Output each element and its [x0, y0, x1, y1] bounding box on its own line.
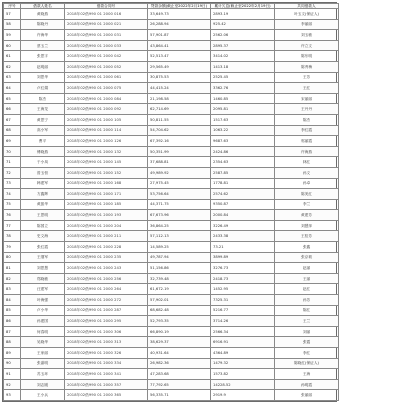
co-borrower-cell: 陈美红: [275, 189, 339, 200]
table-row: [4, 284, 339, 295]
table-row: [4, 326, 339, 337]
loan-balance-cell: 14,589.25: [148, 242, 211, 253]
borrower-name-cell: 刘思华: [21, 72, 65, 83]
loan-balance-cell: 33,649.73: [148, 9, 211, 20]
loan-table-sheet: [2, 2, 337, 402]
co-borrower-cell: 黄建芳: [275, 210, 339, 221]
accrued-interest-cell: 2566.34: [211, 326, 275, 337]
loan-balance-cell: 29,565.49: [148, 61, 211, 72]
accrued-interest-cell: 3414.02: [211, 51, 275, 62]
loan-balance-cell: 67,392.16: [148, 136, 211, 147]
co-borrower-cell: 陈红: [275, 305, 339, 316]
table-row: [4, 178, 339, 189]
row-index-cell: 66: [4, 104, 21, 115]
contract-number-cell: 2018年02借990 01 2000 084: [65, 93, 148, 104]
contract-number-cell: 2018年02借990 01 2000 033: [65, 40, 148, 51]
co-borrower-cell: 王兰: [275, 316, 339, 327]
loan-balance-cell: 50,811.55: [148, 114, 211, 125]
co-borrower-cell: 林红: [275, 157, 339, 168]
contract-number-cell: 2018年02借990 01 2000 126: [65, 136, 148, 147]
borrower-name-cell: 刘志刚: [21, 379, 65, 390]
borrower-name-cell: 许海华: [21, 30, 65, 41]
table-row: [4, 199, 339, 210]
borrower-name-cell: 史文海: [21, 231, 65, 242]
contract-number-cell: 2018年02借990 01 2000 061: [65, 72, 148, 83]
header-co-borrower: 共同借款人: [275, 4, 339, 9]
borrower-name-cell: 苏玉环: [21, 369, 65, 380]
contract-number-cell: 2018年02借990 01 2000 171: [65, 189, 148, 200]
co-borrower-cell: 赵丽: [275, 263, 339, 274]
table-row: [4, 104, 339, 115]
row-index-cell: 87: [4, 326, 21, 337]
row-index-cell: 60: [4, 40, 21, 51]
contract-number-cell: 2018年02借990 01 2000 256: [65, 273, 148, 284]
co-borrower-cell: 王丹丹: [275, 104, 339, 115]
row-index-cell: 61: [4, 51, 21, 62]
row-index-cell: 64: [4, 83, 21, 94]
borrower-name-cell: 汪建军: [21, 284, 65, 295]
contract-number-cell: 2018年02借990 01 2000 042: [65, 51, 148, 62]
co-borrower-cell: 陈东明: [275, 51, 339, 62]
accrued-interest-cell: 2424.86: [211, 146, 275, 157]
row-index-cell: 68: [4, 125, 21, 136]
borrower-name-cell: 郑晓敏: [21, 273, 65, 284]
contract-number-cell: 2018年02借990 01 2000 341: [65, 369, 148, 380]
borrower-name-cell: 吴晓华: [21, 337, 65, 348]
co-borrower-cell: 张霞: [275, 337, 339, 348]
co-borrower-cell: 李红霞: [275, 125, 339, 136]
co-borrower-cell: 李兰: [275, 199, 339, 210]
header-contract-number: 借款合同号: [65, 4, 148, 9]
table-row: [4, 263, 339, 274]
accrued-interest-cell: 1413.18: [211, 61, 275, 72]
row-index-cell: 86: [4, 316, 21, 327]
row-index-cell: 90: [4, 358, 21, 369]
loan-balance-cell: 40,931.64: [148, 348, 211, 359]
contract-number-cell: 2018年02借990 01 2000 313: [65, 337, 148, 348]
loan-balance-cell: 62,714.69: [148, 104, 211, 115]
borrower-name-cell: 高小军: [21, 125, 65, 136]
table-row: [4, 30, 339, 41]
loan-balance-cell: 26,982.36: [148, 358, 211, 369]
contract-number-cell: 2018年02借990 01 2000 264: [65, 284, 148, 295]
accrued-interest-cell: 2587.85: [211, 167, 275, 178]
loan-balance-cell: 53,756.64: [148, 189, 211, 200]
table-row: [4, 305, 339, 316]
loan-balance-cell: 38,629.37: [148, 337, 211, 348]
loan-balance-cell: 21,198.58: [148, 93, 211, 104]
loan-balance-cell: 30,875.53: [148, 72, 211, 83]
loan-balance-cell: 44,415.24: [148, 83, 211, 94]
contract-number-cell: 2018年02借990 01 2000 306: [65, 326, 148, 337]
co-borrower-cell: 许立文: [275, 40, 339, 51]
borrower-name-cell: 刘思慧: [21, 263, 65, 274]
accrued-interest-cell: 2354.63: [211, 157, 275, 168]
accrued-interest-cell: 2919.9: [211, 390, 275, 401]
contract-number-cell: 2018年02借990 01 2000 287: [65, 305, 148, 316]
loan-balance-cell: 50,351.99: [148, 146, 211, 157]
loan-balance-cell: 66,890.19: [148, 326, 211, 337]
accrued-interest-cell: 925.42: [211, 19, 275, 30]
borrower-name-cell: 何春明: [21, 326, 65, 337]
table-row: [4, 273, 339, 284]
table-row: [4, 93, 339, 104]
row-index-cell: 85: [4, 305, 21, 316]
accrued-interest-cell: 3226.49: [211, 220, 275, 231]
contract-number-cell: 2018年02借990 01 2000 334: [65, 358, 148, 369]
row-index-cell: 65: [4, 93, 21, 104]
row-index-cell: 82: [4, 273, 21, 284]
co-borrower-cell: 刘玉敏: [275, 30, 339, 41]
table-row: [4, 146, 339, 157]
accrued-interest-cell: 2525.45: [211, 72, 275, 83]
accrued-interest-cell: 2893.19: [211, 9, 275, 20]
contract-number-cell: 2018年02借990 01 2000 152: [65, 167, 148, 178]
co-borrower-cell: 王芳: [275, 72, 339, 83]
table-row: [4, 9, 339, 20]
borrower-name-cell: 张红霞: [21, 242, 65, 253]
contract-number-cell: 2018年02借990 01 2000 228: [65, 242, 148, 253]
row-index-cell: 81: [4, 263, 21, 274]
co-borrower-cell: 张鑫: [275, 242, 339, 253]
table-row: [4, 379, 339, 390]
borrower-name-cell: 曹平: [21, 136, 65, 147]
accrued-interest-cell: 3899.89: [211, 252, 275, 263]
co-borrower-cell: 张京莉: [275, 252, 339, 263]
accrued-interest-cell: 2000.84: [211, 210, 275, 221]
table-row: [4, 348, 339, 359]
co-borrower-cell: 李红: [275, 348, 339, 359]
borrower-name-cell: 赵明丽: [21, 61, 65, 72]
contract-number-cell: 2018年02借990 01 2000 031: [65, 30, 148, 41]
co-borrower-cell: 叶玉文(保证人): [275, 9, 339, 20]
row-index-cell: 72: [4, 167, 21, 178]
row-index-cell: 78: [4, 231, 21, 242]
co-borrower-cell: 郭丽霞: [275, 136, 339, 147]
table-body: [4, 9, 339, 401]
borrower-name-cell: 叶海强: [21, 295, 65, 306]
accrued-interest-cell: 6916.91: [211, 337, 275, 348]
row-index-cell: 59: [4, 30, 21, 41]
table-row: [4, 136, 339, 147]
loan-balance-cell: 61,672.19: [148, 284, 211, 295]
row-index-cell: 84: [4, 295, 21, 306]
borrower-name-cell: 黄思宁: [21, 114, 65, 125]
accrued-interest-cell: 2895.37: [211, 40, 275, 51]
borrower-name-cell: 韩建军: [21, 178, 65, 189]
co-borrower-cell: 陈秀梅: [275, 61, 339, 72]
loan-balance-cell: 49,989.92: [148, 167, 211, 178]
contract-number-cell: 2018年02借990 01 2000 185: [65, 199, 148, 210]
row-index-cell: 57: [4, 9, 21, 20]
borrower-name-cell: 陈杰: [21, 93, 65, 104]
loan-balance-cell: 43,864.41: [148, 40, 211, 51]
row-index-cell: 63: [4, 72, 21, 83]
co-borrower-cell: 宋丽丽: [275, 93, 339, 104]
contract-number-cell: 2018年02借990 01 2000 021: [65, 19, 148, 30]
loan-balance-cell: 56,335.71: [148, 390, 211, 401]
co-borrower-cell: 陈杰: [275, 114, 339, 125]
accrued-interest-cell: 2095.81: [211, 104, 275, 115]
loan-balance-cell: 67,673.96: [148, 210, 211, 221]
table-row: [4, 157, 339, 168]
borrower-name-cell: 方鑫辉: [21, 189, 65, 200]
accrued-interest-cell: 1063.22: [211, 125, 275, 136]
accrued-interest-cell: 3714.26: [211, 316, 275, 327]
borrower-name-cell: 于小凤: [21, 157, 65, 168]
accrued-interest-cell: 2433.38: [211, 231, 275, 242]
row-index-cell: 80: [4, 252, 21, 263]
accrued-interest-cell: 2562.06: [211, 30, 275, 41]
contract-number-cell: 2018年02借990 01 2000 092: [65, 104, 148, 115]
loan-balance-cell: 36,864.25: [148, 220, 211, 231]
table-row: [4, 189, 339, 200]
borrower-name-cell: 陈晓丹: [21, 19, 65, 30]
row-index-cell: 92: [4, 379, 21, 390]
row-index-cell: 89: [4, 348, 21, 359]
table-row: [4, 51, 339, 62]
contract-number-cell: 2018年02借990 01 2000 114: [65, 125, 148, 136]
loan-balance-cell: 49,787.94: [148, 252, 211, 263]
borrower-name-cell: 王海龙: [21, 104, 65, 115]
co-borrower-cell: 王丽: [275, 273, 339, 284]
borrower-name-cell: 张嘉明: [21, 358, 65, 369]
borrower-name-cell: 王继军: [21, 252, 65, 263]
table-row: [4, 369, 339, 380]
row-index-cell: 77: [4, 220, 21, 231]
table-row: [4, 61, 339, 72]
borrower-name-cell: 张思宇: [21, 51, 65, 62]
contract-number-cell: 2018年02借990 01 2000 052: [65, 61, 148, 72]
co-borrower-cell: 孙文: [275, 167, 339, 178]
borrower-name-cell: 蔡玉兰: [21, 40, 65, 51]
contract-number-cell: 2018年02借990 01 2000 365: [65, 390, 148, 401]
loan-balance-cell: 32,739.48: [148, 273, 211, 284]
co-borrower-cell: 王红: [275, 83, 339, 94]
table-row: [4, 358, 339, 369]
row-index-cell: 67: [4, 114, 21, 125]
table-row: [4, 210, 339, 221]
table-row: [4, 83, 339, 94]
loan-balance-cell: 57,112.13: [148, 231, 211, 242]
co-borrower-cell: 李丽丽: [275, 19, 339, 30]
borrower-name-cell: 王家丽: [21, 348, 65, 359]
co-borrower-cell: 陈晓红(保证人): [275, 358, 339, 369]
table-row: [4, 316, 339, 327]
header-accrued-interest: 累计欠息(截止至2022年2月19日): [211, 4, 275, 9]
loan-balance-cell: 54,704.62: [148, 125, 211, 136]
borrower-name-cell: 孙建国: [21, 316, 65, 327]
table-row: [4, 231, 339, 242]
loan-table: [3, 3, 339, 401]
accrued-interest-cell: 4364.89: [211, 348, 275, 359]
row-index-cell: 83: [4, 284, 21, 295]
co-borrower-cell: 孙明霞: [275, 379, 339, 390]
accrued-interest-cell: 3362.76: [211, 83, 275, 94]
co-borrower-cell: 赵红: [275, 284, 339, 295]
table-row: [4, 167, 339, 178]
borrower-name-cell: 曾玉恒: [21, 167, 65, 178]
contract-number-cell: 2018年02借990 01 2000 016: [65, 9, 148, 20]
loan-balance-cell: 68,682.48: [148, 305, 211, 316]
row-index-cell: 71: [4, 157, 21, 168]
table-row: [4, 114, 339, 125]
row-index-cell: 79: [4, 242, 21, 253]
row-index-cell: 74: [4, 189, 21, 200]
contract-number-cell: 2018年02借990 01 2000 204: [65, 220, 148, 231]
loan-balance-cell: 26,288.94: [148, 19, 211, 30]
loan-balance-cell: 57,902.01: [148, 295, 211, 306]
accrued-interest-cell: 1517.63: [211, 114, 275, 125]
contract-number-cell: 2018年02借990 01 2000 211: [65, 231, 148, 242]
table-row: [4, 125, 339, 136]
co-borrower-cell: 孙芳: [275, 295, 339, 306]
accrued-interest-cell: 3276.73: [211, 263, 275, 274]
borrower-name-cell: 黄振华: [21, 199, 65, 210]
table-row: [4, 72, 339, 83]
contract-number-cell: 2018年02借990 01 2000 243: [65, 263, 148, 274]
loan-balance-cell: 37,688.81: [148, 157, 211, 168]
loan-balance-cell: 52,513.47: [148, 51, 211, 62]
co-borrower-cell: 刘慧萍: [275, 220, 339, 231]
loan-balance-cell: 51,156.86: [148, 263, 211, 274]
header-loan-balance: 贷款余额(截止至2022年2月19日): [148, 4, 211, 9]
contract-number-cell: 2018年02借990 01 2000 168: [65, 178, 148, 189]
row-index-cell: 91: [4, 369, 21, 380]
contract-number-cell: 2018年02借990 01 2000 357: [65, 379, 148, 390]
table-row: [4, 242, 339, 253]
borrower-name-cell: 黄晓燕: [21, 9, 65, 20]
borrower-name-cell: 陈国立: [21, 220, 65, 231]
loan-balance-cell: 27,975.45: [148, 178, 211, 189]
table-row: [4, 40, 339, 51]
accrued-interest-cell: 1460.85: [211, 93, 275, 104]
contract-number-cell: 2018年02借990 01 2000 145: [65, 157, 148, 168]
contract-number-cell: 2018年02借990 01 2000 235: [65, 252, 148, 263]
loan-balance-cell: 57,901.87: [148, 30, 211, 41]
contract-number-cell: 2018年02借990 01 2000 193: [65, 210, 148, 221]
header-borrower-name: 借款人姓名: [21, 4, 65, 9]
row-index-cell: 76: [4, 210, 21, 221]
table-row: [4, 19, 339, 30]
loan-balance-cell: 77,792.65: [148, 379, 211, 390]
accrued-interest-cell: 1452.95: [211, 284, 275, 295]
table-row: [4, 295, 339, 306]
contract-number-cell: 2018年02借990 01 2000 105: [65, 114, 148, 125]
row-index-cell: 70: [4, 146, 21, 157]
loan-balance-cell: 52,793.35: [148, 316, 211, 327]
borrower-name-cell: 卢小华: [21, 305, 65, 316]
borrower-name-cell: 王小兵: [21, 390, 65, 401]
borrower-name-cell: 傅晓燕: [21, 146, 65, 157]
row-index-cell: 69: [4, 136, 21, 147]
row-index-cell: 73: [4, 178, 21, 189]
row-index-cell: 62: [4, 61, 21, 72]
contract-number-cell: 2018年02借990 01 2000 295: [65, 316, 148, 327]
co-borrower-cell: 张丽丽: [275, 390, 339, 401]
co-borrower-cell: 刘丽: [275, 326, 339, 337]
accrued-interest-cell: 5216.77: [211, 305, 275, 316]
accrued-interest-cell: 7325.31: [211, 295, 275, 306]
accrued-interest-cell: 1479.32: [211, 358, 275, 369]
borrower-name-cell: 王思明: [21, 210, 65, 221]
contract-number-cell: 2018年02借990 01 2000 272: [65, 295, 148, 306]
accrued-interest-cell: 2574.62: [211, 189, 275, 200]
co-borrower-cell: 许海燕: [275, 146, 339, 157]
row-index-cell: 88: [4, 337, 21, 348]
row-index-cell: 93: [4, 390, 21, 401]
table-row: [4, 390, 339, 401]
co-borrower-cell: 孙卓: [275, 178, 339, 189]
accrued-interest-cell: 2418.73: [211, 273, 275, 284]
table-row: [4, 252, 339, 263]
row-index-cell: 75: [4, 199, 21, 210]
loan-balance-cell: 44,371.75: [148, 199, 211, 210]
borrower-name-cell: 卢红娟: [21, 83, 65, 94]
contract-number-cell: 2018年02借990 01 2000 075: [65, 83, 148, 94]
co-borrower-cell: 王海: [275, 369, 339, 380]
table-row: [4, 337, 339, 348]
accrued-interest-cell: 9350.87: [211, 199, 275, 210]
accrued-interest-cell: 9687.63: [211, 136, 275, 147]
co-borrower-cell: 王桂芳: [275, 231, 339, 242]
accrued-interest-cell: 1778.81: [211, 178, 275, 189]
table-row: [4, 220, 339, 231]
accrued-interest-cell: 73.21: [211, 242, 275, 253]
row-index-cell: 58: [4, 19, 21, 30]
header-index: 序号: [4, 4, 21, 9]
contract-number-cell: 2018年02借990 01 2000 326: [65, 348, 148, 359]
contract-number-cell: 2018年02借990 01 2000 132: [65, 146, 148, 157]
loan-balance-cell: 47,283.68: [148, 369, 211, 380]
accrued-interest-cell: 14228.52: [211, 379, 275, 390]
accrued-interest-cell: 1573.82: [211, 369, 275, 380]
